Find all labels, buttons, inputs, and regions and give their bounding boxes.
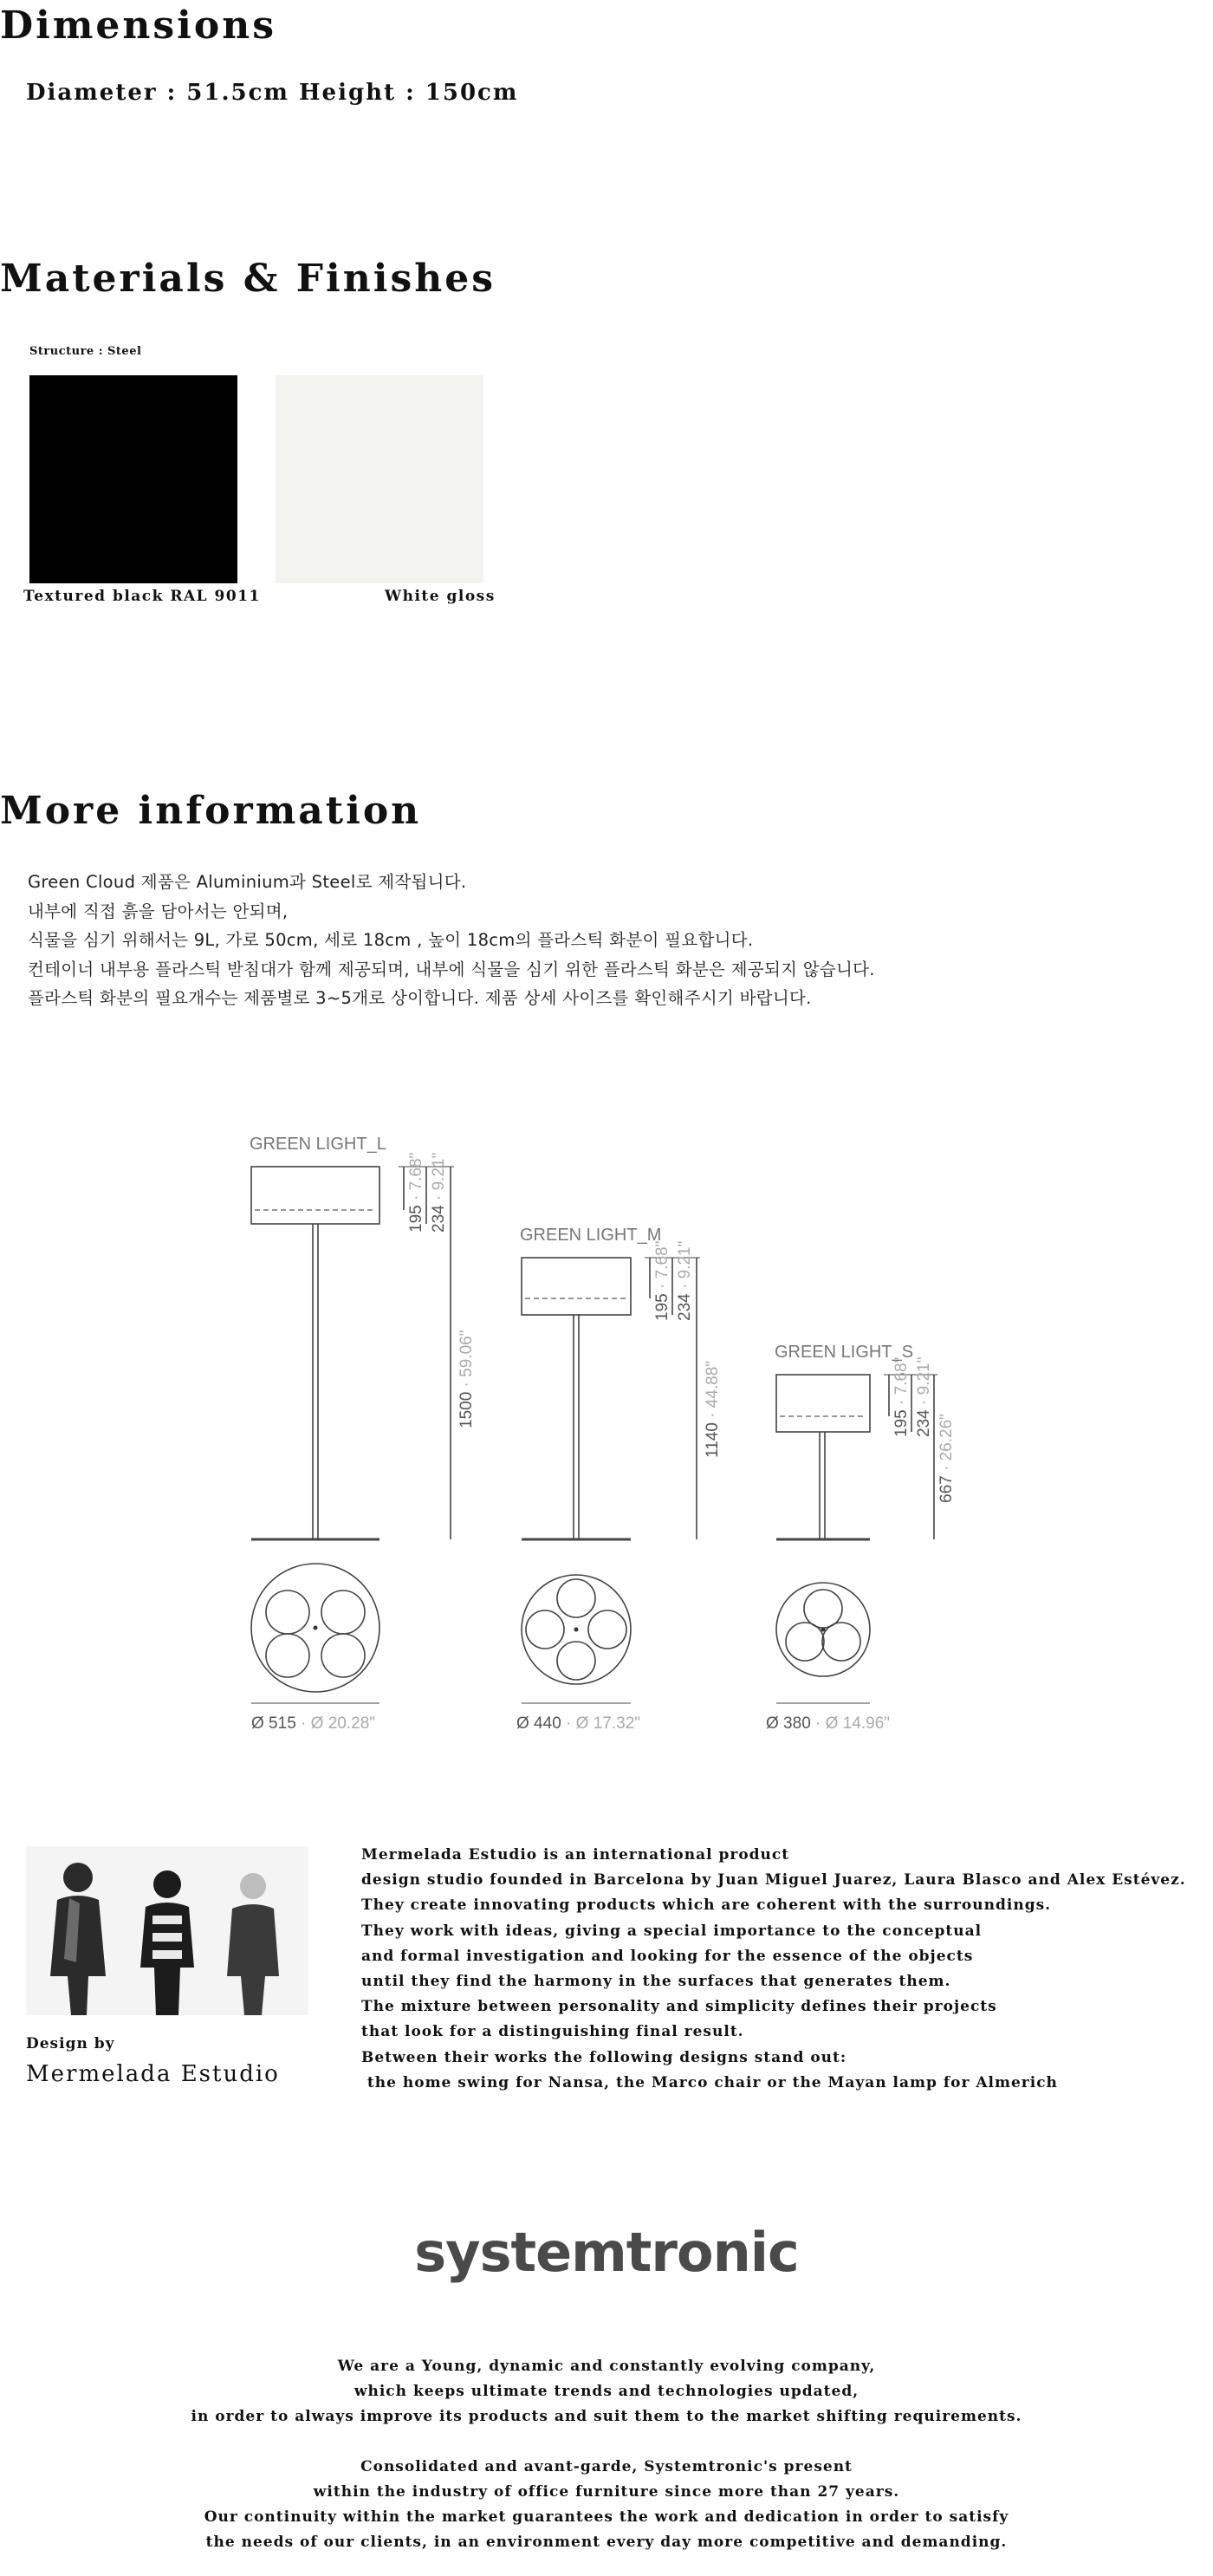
- svg-text:Ø 440 · Ø 17.32": Ø 440 · Ø 17.32": [516, 1714, 641, 1733]
- swatch-black-label: Textured black RAL 9011: [23, 588, 261, 605]
- materials-heading: Materials & Finishes: [0, 257, 496, 301]
- bio-line: until they find the harmony in the surfaces that generates them.: [361, 1973, 951, 1991]
- lamp-l-shade-in: 7.68": [407, 1152, 425, 1191]
- lamp-s-shade-mm: 195: [892, 1409, 911, 1437]
- bio-line: They create innovating products which are coherent with the surroundings.: [361, 1896, 1052, 1915]
- lamp-l-total-in: 9.21": [430, 1152, 448, 1191]
- lamp-l-total-mm: 234: [430, 1205, 448, 1233]
- svg-text:195 · 7.68": 195 · 7.68": [653, 1240, 671, 1321]
- company-about: [0, 2354, 1213, 2555]
- svg-text:Ø 380 · Ø 14.96": Ø 380 · Ø 14.96": [766, 1714, 891, 1733]
- lamp-s-total-mm: 234: [915, 1409, 933, 1437]
- about-line: in order to always improve its products and suit them to the market shifting requirements.: [191, 2408, 1022, 2425]
- dimensions-heading: Dimensions: [0, 3, 277, 48]
- lamp-s-diameter-in: Ø 14.96": [825, 1714, 891, 1733]
- svg-text:1140 · 44.88": 1140 · 44.88": [704, 1360, 722, 1458]
- about-line: Consolidated and avant-garde, Systemtronic's present: [360, 2458, 853, 2475]
- info-line: 플라스틱 화분의 필요개수는 제품별로 3~5개로 상이합니다. 제품 상세 사이즈를 확인해주시기 바랍니다.: [28, 988, 812, 1008]
- lamp-l-name: GREEN LIGHT_L: [250, 1135, 386, 1154]
- svg-text:195 · 7.68": 195 · 7.68": [892, 1356, 911, 1437]
- lamp-s-diameter-mm: Ø 380: [766, 1714, 811, 1733]
- structure-label: Structure : Steel: [29, 345, 142, 358]
- svg-text:234 · 9.21": 234 · 9.21": [430, 1152, 448, 1233]
- about-line: the needs of our clients, in an environment every day more competitive and demanding.: [205, 2534, 1008, 2551]
- bio-line: that look for a distinguishing final result.: [361, 2023, 744, 2041]
- info-line: 내부에 직접 흙을 담아서는 안되며,: [28, 901, 289, 921]
- bio-line: design studio founded in Barcelona by Juan Miguel Juarez, Laura Blasco and Alex Estévez.: [361, 1871, 1186, 1890]
- lamp-m-shade-in: 7.68": [653, 1240, 671, 1279]
- about-line: We are a Young, dynamic and constantly evolving company,: [337, 2358, 876, 2375]
- about-line: Our continuity within the market guarantees the work and dedication in order to satisfy: [204, 2508, 1009, 2526]
- lamp-s-height-mm: 667: [937, 1475, 956, 1503]
- about-line: within the industry of office furniture since more than 27 years.: [313, 2483, 900, 2501]
- svg-text:Ø 515 · Ø 20.28": Ø 515 · Ø 20.28": [251, 1714, 376, 1733]
- lamp-m-total-in: 9.21": [676, 1240, 694, 1279]
- info-line: 식물을 심기 위해서는 9L, 가로 50cm, 세로 18cm , 높이 18cm의 플라스틱 화분이 필요합니다.: [28, 930, 754, 950]
- more-info-text: [28, 868, 875, 1013]
- lamp-m-height-mm: 1140: [704, 1422, 722, 1458]
- lamp-m-height-in: 44.88": [704, 1360, 722, 1408]
- design-by-label: Design by: [26, 2035, 115, 2052]
- bio-line: and formal investigation and looking for the essence of the objects: [361, 1947, 974, 1965]
- lamp-s-shade: [776, 1375, 870, 1432]
- lamp-m-shade: [522, 1258, 631, 1315]
- more-info-heading: More information: [0, 789, 422, 833]
- bio-line: They work with ideas, giving a special importance to the conceptual: [361, 1922, 983, 1940]
- lamp-m-total-mm: 234: [676, 1293, 694, 1321]
- bio-line: The mixture between personality and simplicity defines their projects: [361, 1998, 997, 2016]
- dimension-diagram: [234, 1094, 979, 1753]
- lamp-l-height-in: 59.06": [457, 1330, 476, 1377]
- brand-logo: systemtronic: [414, 2221, 799, 2284]
- designer-name: Mermelada Estudio: [26, 2061, 280, 2087]
- lamp-s-name: GREEN LIGHT_S: [775, 1343, 914, 1362]
- svg-text:234 · 9.21": 234 · 9.21": [676, 1240, 694, 1321]
- swatch-white-label: White gloss: [385, 588, 496, 605]
- bio-line: the home swing for Nansa, the Marco chair or the Mayan lamp for Almerich: [361, 2073, 1058, 2091]
- svg-text:234 · 9.21": 234 · 9.21": [915, 1356, 933, 1437]
- lamp-s-shade-in: 7.68": [892, 1356, 911, 1395]
- bio-line: Mermelada Estudio is an international product: [361, 1846, 790, 1864]
- lamp-m-diameter-in: Ø 17.32": [575, 1714, 641, 1733]
- lamp-s-height-in: 26.26": [937, 1414, 956, 1461]
- lamp-l-diameter-in: Ø 20.28": [310, 1714, 376, 1733]
- swatch-black[interactable]: [29, 375, 237, 583]
- lamp-m-diameter-mm: Ø 440: [516, 1714, 561, 1733]
- lamp-m-shade-mm: 195: [653, 1293, 671, 1321]
- lamp-l-shade: [251, 1167, 379, 1224]
- about-line: which keeps ultimate trends and technologies updated,: [354, 2383, 859, 2400]
- info-line: Green Cloud 제품은 Aluminium과 Steel로 제작됩니다.: [28, 872, 467, 892]
- dimensions-text: Diameter : 51.5cm Height : 150cm: [26, 80, 519, 106]
- svg-text:667 · 26.26": 667 · 26.26": [937, 1414, 956, 1503]
- lamp-l-diameter-mm: Ø 515: [251, 1714, 296, 1733]
- designer-bio: [361, 1843, 1186, 2096]
- lamp-m-name: GREEN LIGHT_M: [520, 1226, 662, 1245]
- bio-line: Between their works the following designs stand out:: [361, 2048, 847, 2066]
- svg-text:1500 · 59.06": 1500 · 59.06": [457, 1330, 476, 1428]
- swatch-white[interactable]: [276, 375, 483, 583]
- lamp-s-total-in: 9.21": [915, 1356, 933, 1395]
- lamp-l-height-mm: 1500: [457, 1391, 476, 1428]
- svg-text:195 · 7.68": 195 · 7.68": [407, 1152, 425, 1233]
- designer-photo: [26, 1846, 308, 2015]
- lamp-l-shade-mm: 195: [407, 1205, 425, 1233]
- info-line: 컨테이너 내부용 플라스틱 받침대가 함께 제공되며, 내부에 식물을 심기 위한 플라스틱 화분은 제공되지 않습니다.: [28, 959, 875, 979]
